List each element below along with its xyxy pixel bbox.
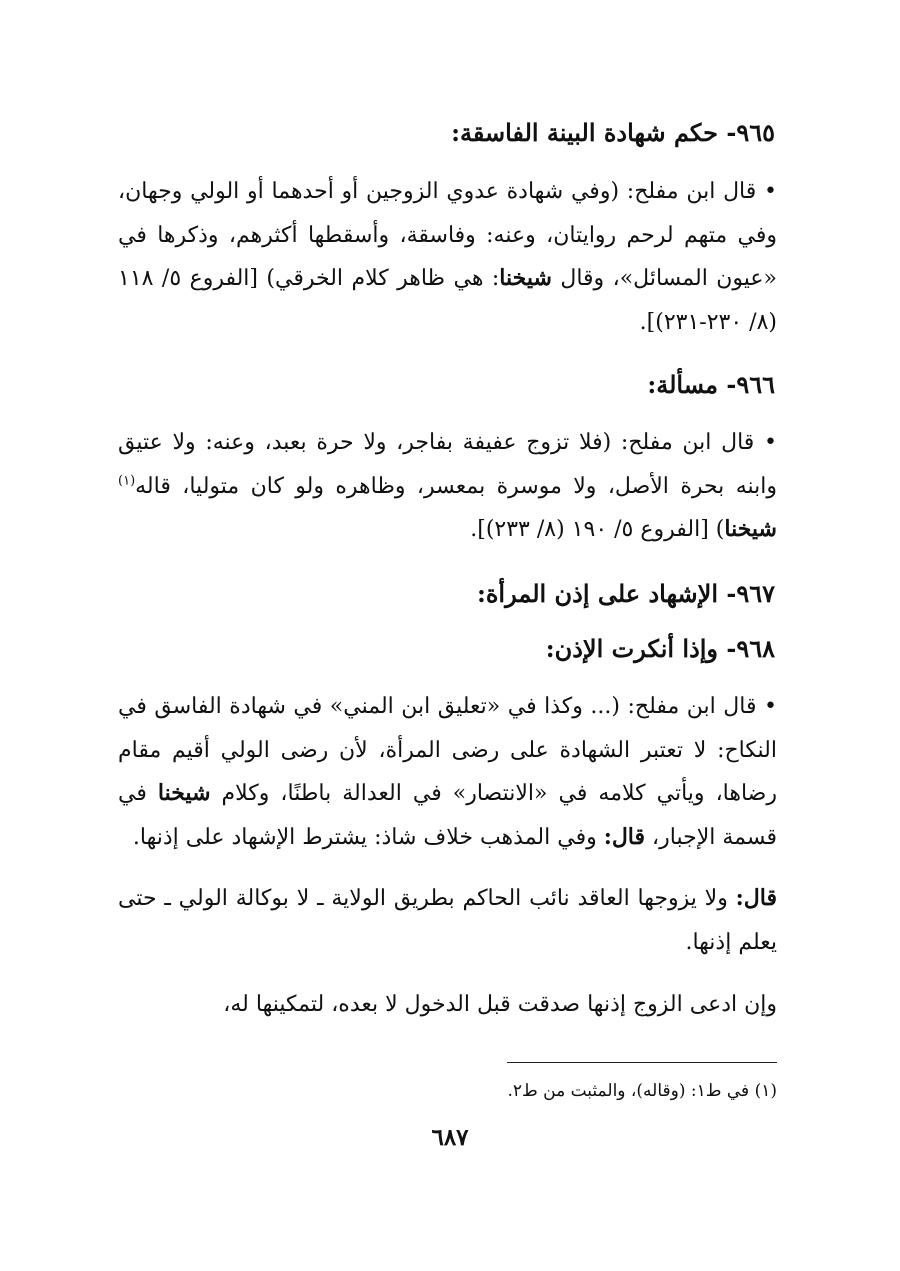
footnote: (١) في ط١: (وقاله)، والمثبت من ط٢. (507, 1081, 777, 1101)
section-968-text-end: وفي المذهب خلاف شاذ: يشترط الإشهاد على إذنها. (132, 824, 604, 850)
section-968-p2-text: ولا يزوجها العاقد نائب الحاكم بطريق الولاية ـ لا بوكالة الولي ـ حتى يعلم إذنها. (118, 886, 777, 955)
section-968-text-mid: في قسمة الإجبار، (118, 781, 777, 850)
section-967-heading: ٩٦٧- الإشهاد على إذن المرأة: (476, 579, 775, 608)
section-966-text-end: ) [الفروع ٥/ ١٩٠ (٨/ ٢٣٣)]. (470, 517, 725, 542)
section-966-bold-shaykh: شيخنا (724, 516, 777, 542)
section-965-heading: ٩٦٥- حكم شهادة البينة الفاسقة: (451, 118, 775, 147)
section-965-bold-shaykh: شيخنا (499, 265, 552, 291)
section-966-heading: ٩٦٦- مسألة: (647, 370, 775, 399)
section-966-paragraph (118, 421, 777, 552)
section-965-paragraph (118, 170, 777, 344)
section-965-text-start: • قال ابن مفلح: (وفي شهادة عدوي الزوجين أو أحدهما أو الولي وجهان، وفي متهم لرحم روايتان، وعنه: وفاسقة، وأسقطها أكثرهم، وذكرها في «عيون المسائل»، وقال (118, 179, 778, 291)
section-968-bold-qal: قال: (603, 823, 646, 850)
section-968-heading: ٩٦٨- وإذا أنكرت الإذن: (545, 634, 775, 663)
section-966-text-start: • قال ابن مفلح: (فلا تزوج عفيفة بفاجر، ولا حرة بعبد، وعنه: ولا عتيق وابنه بحرة الأصل، ولا موسرة بمعسر، وظاهره ولو كان متوليا، قاله (118, 430, 777, 499)
section-968-bold-shaykh: شيخنا (157, 780, 211, 806)
section-965-text-end: : هي ظاهر كلام الخرقي) [الفروع ٥/ ١١٨ (٨/ ٢٣٠-٢٣١)]. (118, 266, 777, 335)
section-968-paragraph-1 (118, 685, 777, 859)
section-968-p2-bold-qal: قال: (735, 885, 777, 911)
section-968-paragraph-2 (118, 877, 777, 964)
section-968-text-start: • قال ابن مفلح: (... وكذا في «تعليق ابن المني» في شهادة الفاسق في النكاح: لا تعتبر الشهادة على رضى المرأة، لأن رضى الولي أقيم مقام رضاها، ويأتي كلامه في «الانتصار» في العدالة باطنًا، وكلام (118, 694, 777, 806)
footnote-marker: (١) (118, 473, 136, 489)
footnote-divider (507, 1062, 777, 1063)
section-968-paragraph-3: وإن ادعى الزوج إذنها صدقت قبل الدخول لا بعده، لتمكينها له، (223, 992, 777, 1017)
page-number: ٦٨٧ (431, 1124, 469, 1151)
